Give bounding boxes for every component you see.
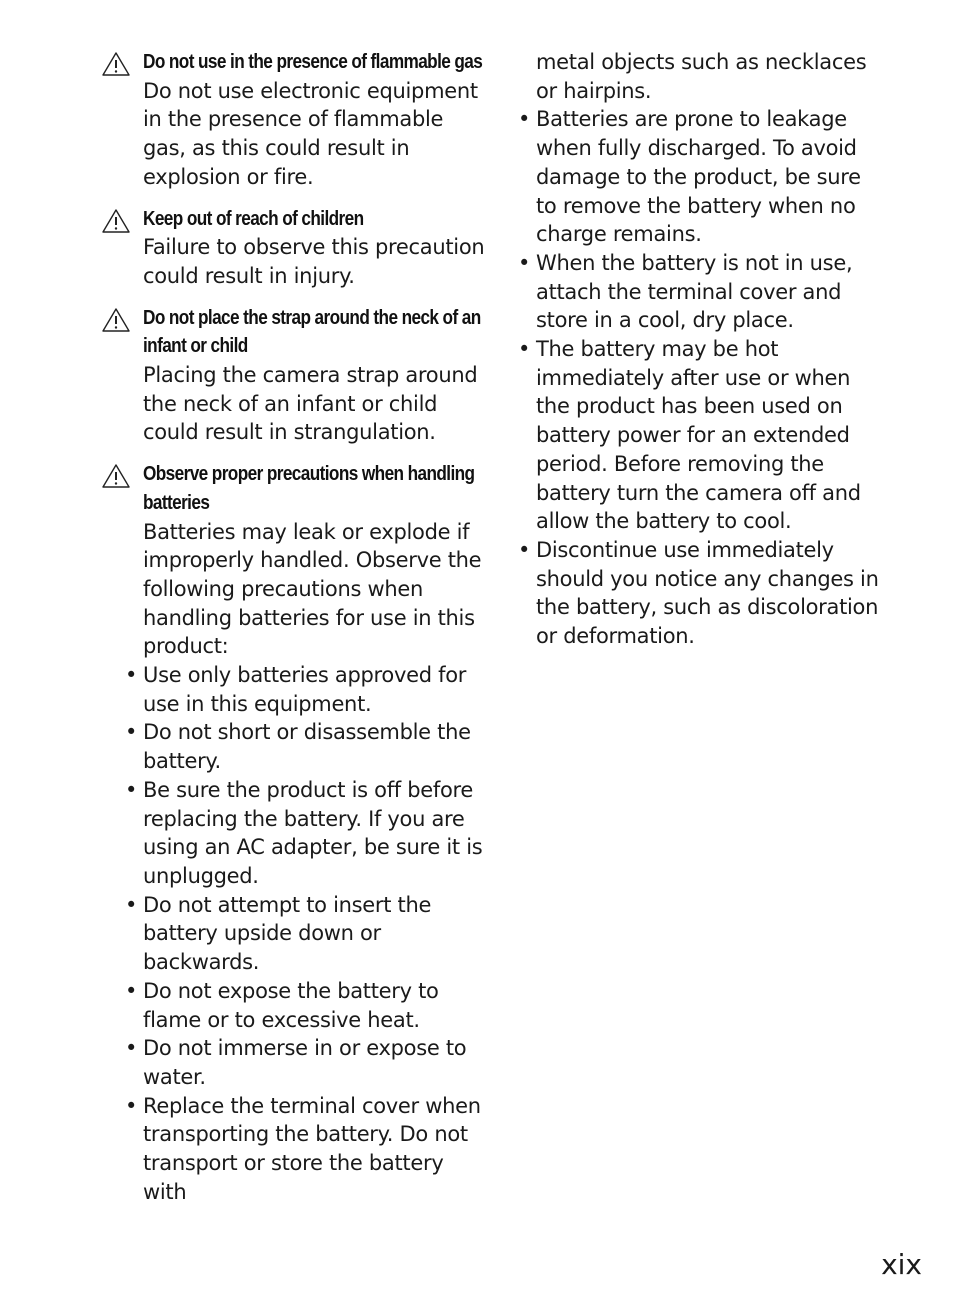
list-item-text: Replace the terminal cover when transporting the battery. Do not transport or store the battery with [143, 1093, 481, 1204]
list-item [125, 1034, 490, 1091]
battery-precautions-list [125, 661, 490, 1206]
list-item [125, 977, 490, 1034]
list-item-text: Do not expose the battery to flame or to excessive heat. [143, 978, 439, 1032]
bullet-icon: • [518, 107, 531, 132]
bullet-icon: • [518, 537, 531, 562]
list-item [518, 105, 886, 249]
list-item [518, 249, 886, 335]
warning-section-batteries [100, 460, 490, 661]
list-item [125, 1092, 490, 1207]
bullet-icon: • [125, 720, 138, 745]
list-item-text: Do not short or disassemble the battery. [143, 720, 471, 774]
list-item-text: The battery may be hot immediately after use or when the product has been used on battery power for an extended period. Before removing the battery turn the camera off and allow the battery to cool. [536, 337, 861, 534]
section-heading: Observe proper precautions when handling batteries [143, 463, 475, 514]
bullet-icon: • [125, 892, 138, 917]
bullet-icon: • [125, 777, 138, 802]
left-column [100, 48, 490, 1206]
section-body: Do not use electronic equipment in the presence of flammable gas, as this could result in explosion or fire. [143, 78, 478, 189]
bullet-icon: • [125, 1036, 138, 1061]
section-body: Placing the camera strap around the neck of an infant or child could result in strangulation. [143, 363, 478, 445]
warning-section-strap [100, 304, 490, 448]
continued-text: metal objects such as necklaces or hairpins. [536, 50, 867, 103]
warning-triangle-icon [101, 463, 131, 489]
list-item [125, 891, 490, 977]
list-item [125, 661, 490, 718]
bullet-icon: • [125, 978, 138, 1003]
list-item-text: Use only batteries approved for use in this equipment. [143, 663, 467, 716]
warning-triangle-icon [101, 51, 131, 77]
bullet-icon: • [518, 337, 531, 362]
section-body: Batteries may leak or explode if improperly handled. Observe the following precautions when handling batteries for use in this product: [143, 519, 482, 659]
list-item [518, 536, 886, 651]
list-item-text: When the battery is not in use, attach the terminal cover and store in a cool, dry place. [536, 250, 853, 333]
section-heading: Keep out of reach of children [143, 207, 364, 230]
bullet-icon: • [125, 663, 138, 688]
bullet-icon: • [125, 1093, 138, 1118]
warning-section-flammable-gas [100, 48, 490, 192]
list-item-text: Do not attempt to insert the battery upside down or backwards. [143, 892, 432, 975]
list-item-text: Be sure the product is off before replacing the battery. If you are using an AC adapter, be sure it is unplugged. [143, 777, 483, 888]
section-body: Failure to observe this precaution could result in injury. [143, 235, 485, 288]
list-item [125, 718, 490, 775]
battery-precautions-list-continued [518, 105, 886, 650]
warning-triangle-icon [101, 208, 131, 234]
section-heading: Do not use in the presence of flammable gas [143, 51, 483, 73]
list-item [518, 335, 886, 536]
list-item-text: Discontinue use immediately should you notice any changes in the battery, such as discoloration or deformation. [536, 537, 879, 649]
page-number: xix [881, 1248, 922, 1281]
list-item-text: Batteries are prone to leakage when fully discharged. To avoid damage to the product, be sure to remove the battery when no charge remains. [536, 107, 861, 247]
list-item-text: Do not immerse in or expose to water. [143, 1036, 467, 1089]
warning-section-children [100, 205, 490, 291]
bullet-icon: • [518, 250, 531, 275]
right-column [516, 48, 886, 651]
warning-triangle-icon [101, 307, 131, 333]
section-heading: Do not place the strap around the neck of an infant or child [143, 306, 481, 358]
list-item [125, 776, 490, 891]
